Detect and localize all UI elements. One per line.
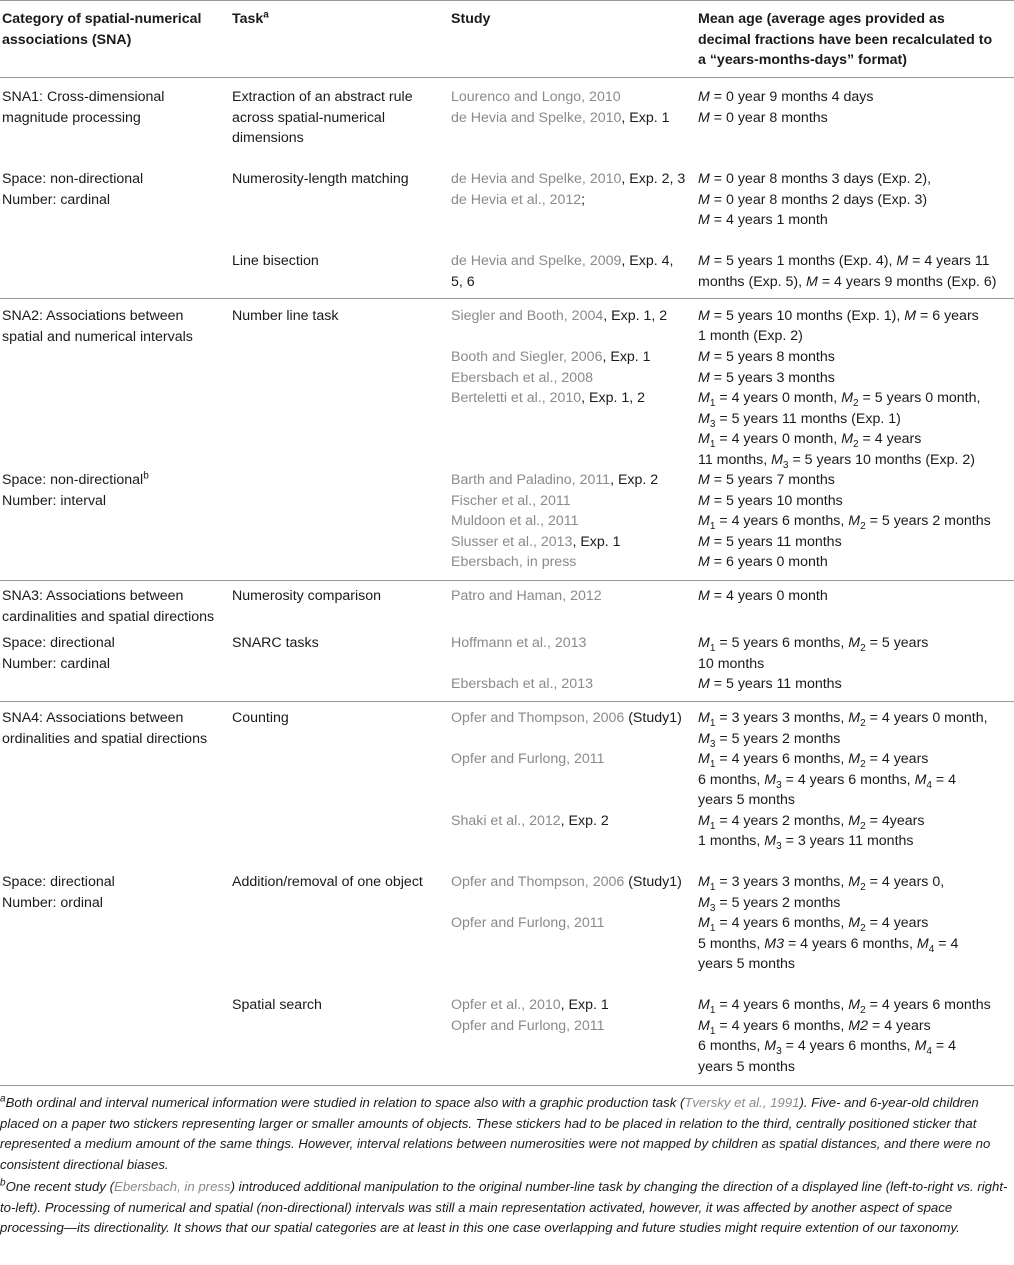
age-line: 6 months, $M_3 = 4$ years 6 months, $M_4 = 4$	[698, 1038, 957, 1057]
study-ref[interactable]: Opfer and Furlong, 2011	[451, 1018, 605, 1034]
sna1-space: Space: non-directional	[2, 171, 144, 187]
task-line-bisection: Line bisection	[232, 253, 319, 269]
sna4-space: Space: directional	[2, 874, 115, 890]
sna4-number: Number: ordinal	[2, 895, 103, 911]
age-line: M = 4 years 1 month	[698, 212, 828, 228]
age-line: years 5 months	[698, 956, 795, 972]
study-line: Opfer and Thompson, 2006 (Study1)	[451, 874, 682, 890]
age-line: 1 month (Exp. 2)	[698, 328, 803, 344]
task-counting: Counting	[232, 710, 289, 726]
sna2-number: Number: interval	[2, 493, 107, 509]
table-bottom-rule	[0, 1085, 1014, 1086]
age-line: $M_1 = 4$ years 6 months, $M_2 = 5$ years 2 months	[698, 513, 991, 532]
task-numerosity-comparison: Numerosity comparison	[232, 588, 382, 604]
category-sna3: SNA3: Associations between cardinalities and spatial directions	[2, 588, 215, 625]
sna4-rule	[0, 701, 1014, 702]
task-number-line: Number line task	[232, 308, 339, 324]
header-task: Task$^a$	[232, 9, 269, 27]
study-ref[interactable]: Lourenco and Longo, 2010	[451, 89, 621, 105]
age-line: $M_1 = 4$ years 6 months, $M_2 = 4$ years 6 months	[698, 997, 991, 1016]
table-top-rule	[0, 0, 1014, 1]
study-line: Slusser et al., 2013, Exp. 1	[451, 534, 621, 550]
age-line: 10 months	[698, 656, 765, 672]
age-line: M = 0 year 8 months	[698, 110, 828, 126]
age-line: 1 months, $M_3 = 3$ years 11 months	[698, 833, 914, 852]
age-line: $M_1 = 4$ years 6 months, $M_2 = 4$ years	[698, 751, 929, 770]
sna3-rule	[0, 580, 1014, 581]
study-line: de Hevia and Spelke, 2010, Exp. 1	[451, 110, 670, 126]
task-numerosity-length: Numerosity-length matching	[232, 171, 409, 187]
age-line: M = 0 year 8 months 3 days (Exp. 2),	[698, 171, 932, 187]
study-ref[interactable]: Ebersbach et al., 2013	[451, 676, 593, 692]
age-line: M = 5 years 11 months	[698, 676, 842, 692]
age-line: months (Exp. 5), M = 4 years 9 months (Exp. 6)	[698, 274, 997, 290]
study-ref[interactable]: Opfer and Furlong, 2011	[451, 751, 605, 767]
task-spatial-search: Spatial search	[232, 997, 322, 1013]
study-ref[interactable]: Hoffmann et al., 2013	[451, 635, 587, 651]
age-line: 11 months, $M_3 = 5$ years 10 months (Exp. 2)	[698, 452, 975, 471]
footnote-b: $^b$One recent study (Ebersbach, in press) introduced additional manipulation to the original number-line task by changing the direction of a displayed line (left-to-right vs. right-to-left). Processing of numerical and spatial (non-directional) intervals was still a main representation activated, however, it was affected by another aspect of space processing—its directionality. It shows that our spatial categories are at least in this one case overlapping and future studies might require extention of our taxonomy.	[0, 1177, 1008, 1235]
age-line: M = 5 years 10 months (Exp. 1), M = 6 years	[698, 308, 979, 324]
study-ref[interactable]: Opfer and Furlong, 2011	[451, 915, 605, 931]
study-ref[interactable]: Muldoon et al., 2011	[451, 513, 579, 529]
category-sna4: SNA4: Associations between ordinalities and spatial directions	[2, 710, 208, 747]
task-addition-removal: Addition/removal of one object	[232, 874, 423, 890]
study-line: de Hevia and Spelke, 2009, Exp. 4,	[451, 253, 674, 269]
task-abstract-rule: Extraction of an abstract rule across spatial-numerical dimensions	[232, 89, 413, 146]
footnote-a: $^a$Both ordinal and interval numerical information were studied in relation to space also with a graphic production task (Tversky et al., 1991). Five- and 6-year-old children placed on a paper two stickers representing larger or smaller amounts of objects. These stickers had to be placed in relation to the third, centrally positioned sticker that represented a medium amount of the same things. However, interval relations between numerosities were not mapped by children as spatial distances, and there were no consistent directional biases.	[0, 1093, 991, 1172]
study-line: de Hevia and Spelke, 2010, Exp. 2, 3	[451, 171, 686, 187]
age-line: $M_1 = 4$ years 6 months, $M_2 = 4$ years	[698, 915, 929, 934]
study-line: Berteletti et al., 2010, Exp. 1, 2	[451, 390, 646, 406]
age-line: years 5 months	[698, 792, 795, 808]
study-ref[interactable]: Ebersbach, in press	[451, 554, 577, 570]
age-line: M = 0 year 9 months 4 days	[698, 89, 874, 105]
age-line: $M_1 = 4$ years 6 months, M2 = 4 years	[698, 1018, 931, 1037]
age-line: M = 5 years 7 months	[698, 472, 835, 488]
header-study: Study	[451, 11, 491, 27]
age-line: $M_1 = 3$ years 3 months, $M_2 = 4$ years 0 month,	[698, 710, 988, 729]
age-line: M = 5 years 10 months	[698, 493, 843, 509]
footnote-b-ref[interactable]: Ebersbach, in press	[114, 1179, 231, 1194]
sna3-space: Space: directional	[2, 635, 115, 651]
age-line: M = 0 year 8 months 2 days (Exp. 3)	[698, 192, 928, 208]
study-ref[interactable]: Fischer et al., 2011	[451, 493, 571, 509]
age-line: M = 4 years 0 month	[698, 588, 828, 604]
header-mean-age: Mean age (average ages provided as decimal fractions have been recalculated to a “years-months-days” format)	[698, 11, 993, 68]
study-line: Barth and Paladino, 2011, Exp. 2	[451, 472, 659, 488]
age-line: $M_1 = 4$ years 2 months, $M_2$ = 4years	[698, 813, 925, 832]
age-line: M = 5 years 1 months (Exp. 4), M = 4 years 11	[698, 253, 990, 269]
study-line: Shaki et al., 2012, Exp. 2	[451, 813, 609, 829]
header-category: Category of spatial-numerical associations (SNA)	[2, 11, 202, 48]
age-line: $M_1 = 3$ years 3 months, $M_2 = 4$ years 0,	[698, 874, 945, 893]
age-line: $M_3 = 5$ years 2 months	[698, 731, 841, 750]
age-line: 5 months, M3 = 4 years 6 months, $M_4 = 4$	[698, 936, 959, 955]
age-line: $M_3 = 5$ years 11 months (Exp. 1)	[698, 411, 901, 430]
age-line: $M_1 = 4$ years 0 month, $M_2 = 5$ years 0 month,	[698, 390, 981, 409]
study-line: Opfer and Thompson, 2006 (Study1)	[451, 710, 682, 726]
header-rule	[0, 77, 1014, 78]
age-line: years 5 months	[698, 1059, 795, 1075]
age-line: 6 months, $M_3 = 4$ years 6 months, $M_4 = 4$	[698, 772, 957, 791]
age-line: $M_3 = 5$ years 2 months	[698, 895, 841, 914]
study-ref[interactable]: Ebersbach et al., 2008	[451, 370, 593, 386]
study-line: Siegler and Booth, 2004, Exp. 1, 2	[451, 308, 668, 324]
age-line: $M_1 = 4$ years 0 month, $M_2 = 4$ years	[698, 431, 922, 450]
age-line: $M_1 = 5$ years 6 months, $M_2 = 5$ years	[698, 635, 929, 654]
study-line: de Hevia et al., 2012;	[451, 192, 586, 208]
study-line: 5, 6	[451, 274, 475, 290]
age-line: M = 5 years 3 months	[698, 370, 835, 386]
age-line: M = 5 years 11 months	[698, 534, 842, 550]
footnote-a-ref[interactable]: Tversky et al., 1991	[684, 1095, 800, 1110]
age-line: M = 5 years 8 months	[698, 349, 835, 365]
category-sna2: SNA2: Associations between spatial and numerical intervals	[2, 308, 193, 345]
sna2-rule	[0, 298, 1014, 299]
age-line: M = 6 years 0 month	[698, 554, 828, 570]
task-snarc: SNARC tasks	[232, 635, 319, 651]
study-ref[interactable]: Patro and Haman, 2012	[451, 588, 602, 604]
study-line: Opfer et al., 2010, Exp. 1	[451, 997, 609, 1013]
sna1-number: Number: cardinal	[2, 192, 111, 208]
category-sna1: SNA1: Cross-dimensional magnitude processing	[2, 89, 165, 126]
sna2-space: Space: non-directional$^b$	[2, 470, 149, 488]
study-line: Booth and Siegler, 2006, Exp. 1	[451, 349, 651, 365]
sna3-number: Number: cardinal	[2, 656, 111, 672]
